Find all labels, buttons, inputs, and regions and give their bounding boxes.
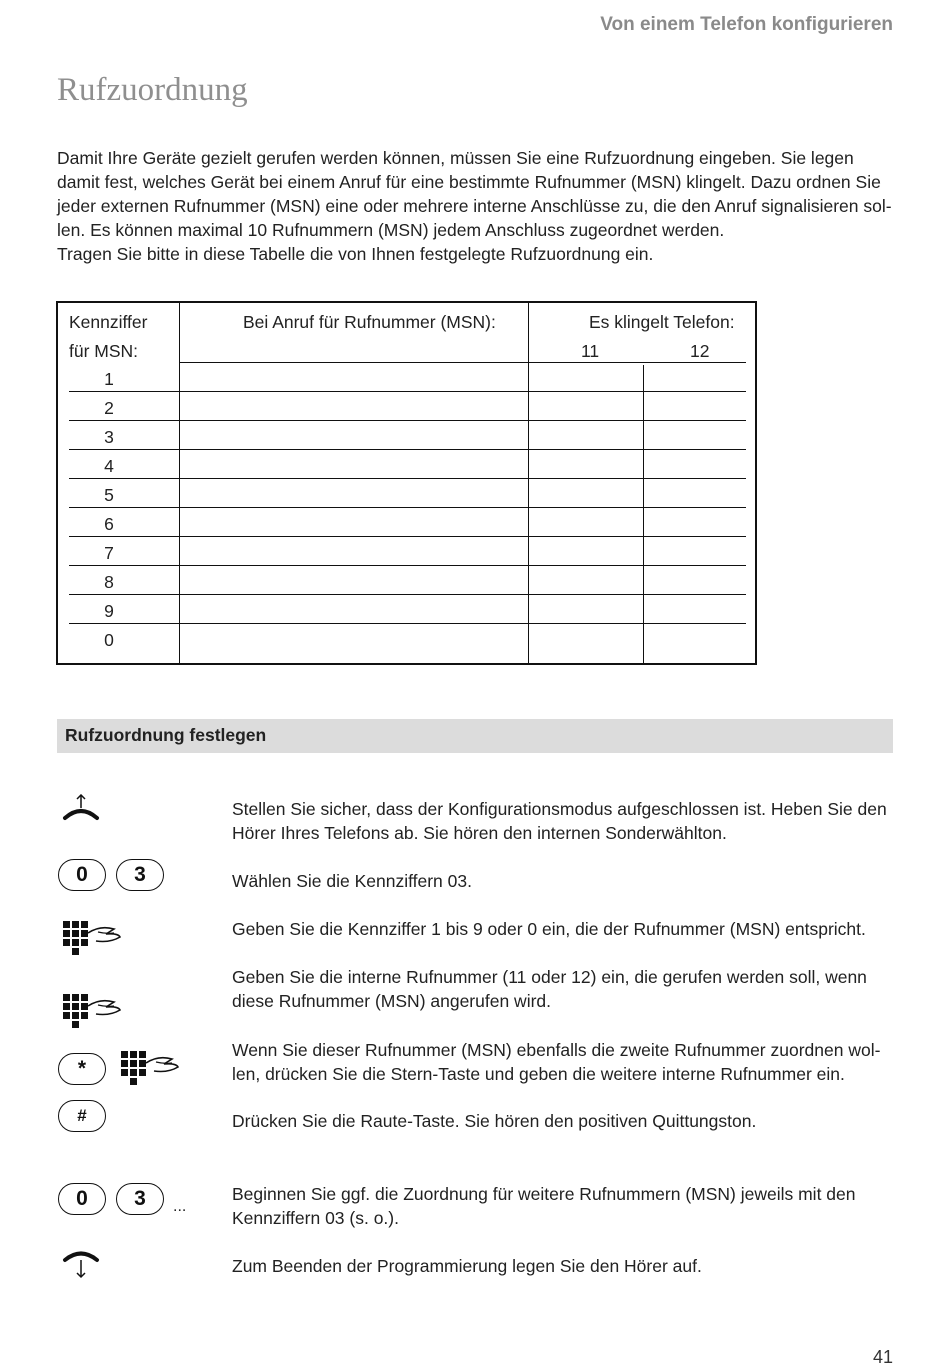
key-3-button: 3 — [116, 1183, 164, 1215]
key-3-button: 3 — [116, 859, 164, 891]
hang-up-handset-icon — [62, 1250, 102, 1280]
key-star-button: * — [58, 1053, 106, 1085]
table-row-number: 6 — [104, 514, 114, 534]
keypad-icon — [62, 990, 124, 1032]
page-number: 41 — [872, 1347, 893, 1367]
table-row-number: 5 — [104, 485, 114, 505]
table-row-number: 9 — [104, 601, 114, 621]
header-kennziffer: Kennziffer — [69, 312, 148, 332]
step-enter-digit-text: Geben Sie die Kennziffer 1 bis 9 oder 0 ein, die der Rufnummer (MSN) entspricht. — [232, 919, 866, 939]
table-row-number: 1 — [104, 369, 114, 389]
table-rule — [69, 420, 746, 421]
header-rufnummer: Bei Anruf für Rufnummer (MSN): — [243, 312, 496, 332]
table-rule — [69, 391, 746, 392]
step-text-line: Kennziffern 03 (s. o.). — [232, 1208, 399, 1228]
step-star-second-text — [232, 1038, 897, 1086]
table-rule — [69, 536, 746, 537]
key-0-button: 0 — [58, 1183, 106, 1215]
table-rule — [69, 478, 746, 479]
table-rule — [69, 449, 746, 450]
keypad-icon — [62, 917, 124, 959]
intro-line: jeder externen Rufnummer (MSN) eine oder mehrere interne Anschlüsse zu, die den Anruf signalisieren sol- — [57, 196, 892, 216]
step-enter-internal-text — [232, 965, 897, 1013]
key-hash-button: # — [58, 1100, 106, 1132]
table-column-divider — [179, 303, 180, 663]
lift-handset-icon — [62, 794, 102, 822]
step-lift-receiver-text — [232, 797, 897, 845]
table-row-number: 2 — [104, 398, 114, 418]
step-repeat-text — [232, 1182, 897, 1230]
header-phone-12: 12 — [690, 341, 710, 361]
intro-line: len. Es können maximal 10 Rufnummern (MSN) jedem Anschluss zugeordnet werden. — [57, 220, 725, 240]
step-text-line: len, drücken Sie die Stern-Taste und geben die weitere interne Rufnummer ein. — [232, 1064, 845, 1084]
key-0-button: 0 — [58, 859, 106, 891]
step-hash-text: Drücken Sie die Raute-Taste. Sie hören den positiven Quittungston. — [232, 1111, 757, 1131]
intro-line: Tragen Sie bitte in diese Tabelle die von Ihnen festgelegte Rufzuordnung ein. — [57, 244, 654, 264]
page-title: Rufzuordnung — [57, 72, 248, 108]
table-rule — [69, 507, 746, 508]
table-row-number: 3 — [104, 427, 114, 447]
table-row-number: 8 — [104, 572, 114, 592]
table-rule — [69, 623, 746, 624]
intro-line: damit fest, welches Gerät bei einem Anruf für eine bestimmte Rufnummer (MSN) klingelt. Dazu ordnen Sie — [57, 172, 881, 192]
intro-line: Damit Ihre Geräte gezielt gerufen werden können, müssen Sie eine Rufzuordnung eingeben. Sie legen — [57, 148, 854, 168]
step-dial-code-text: Wählen Sie die Kennziffern 03. — [232, 871, 472, 891]
table-row-number: 0 — [104, 630, 114, 650]
section-heading-bar — [57, 719, 893, 753]
header-fuer-msn: für MSN: — [69, 341, 139, 361]
intro-paragraph — [57, 146, 897, 266]
step-text-line: Wenn Sie dieser Rufnummer (MSN) ebenfalls die zweite Rufnummer zuordnen wol- — [232, 1040, 881, 1060]
table-rule — [69, 594, 746, 595]
step-text-line: Stellen Sie sicher, dass der Konfigurationsmodus aufgeschlossen ist. Heben Sie den — [232, 799, 887, 819]
step-hang-up-text: Zum Beenden der Programmierung legen Sie den Hörer auf. — [232, 1256, 702, 1276]
table-column-divider — [643, 365, 644, 663]
ellipsis: ... — [173, 1198, 187, 1215]
header-phone-11: 11 — [581, 341, 600, 361]
header-es-klingelt: Es klingelt Telefon: — [589, 312, 735, 332]
step-text-line: diese Rufnummer (MSN) angerufen wird. — [232, 991, 552, 1011]
table-rule — [179, 362, 746, 363]
step-text-line: Hörer Ihres Telefons ab. Sie hören den internen Sonderwählton. — [232, 823, 727, 843]
table-row-number: 7 — [104, 543, 114, 563]
rufzuordnung-table — [56, 301, 757, 665]
step-text-line: Beginnen Sie ggf. die Zuordnung für weitere Rufnummern (MSN) jeweils mit den — [232, 1184, 856, 1204]
table-column-divider — [528, 303, 529, 663]
table-row-number: 4 — [104, 456, 114, 476]
keypad-icon — [120, 1047, 182, 1089]
running-header: Von einem Telefon konfigurieren — [600, 14, 893, 35]
step-text-line: Geben Sie die interne Rufnummer (11 oder 12) ein, die gerufen werden soll, wenn — [232, 967, 867, 987]
table-rule — [69, 565, 746, 566]
section-title: Rufzuordnung festlegen — [65, 725, 267, 745]
